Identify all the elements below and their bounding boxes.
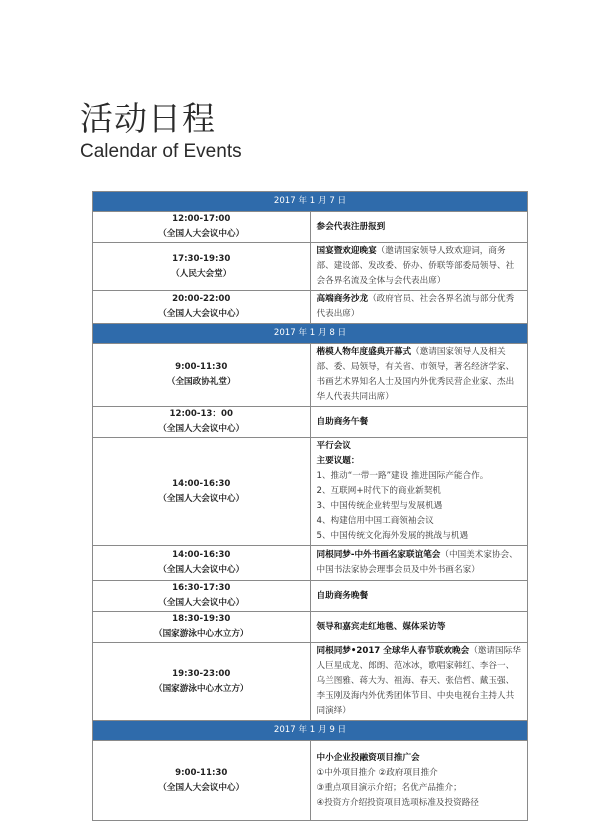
event-title: 同根同梦•2017 全球华人春节联欢晚会	[316, 646, 470, 656]
event-detail: （邀请国际华人巨星成龙、郎朗、范冰冰，歌唱家韩红、李谷一、乌兰图雅、蒋大为、祖海、春天、张信哲、戴玉强、李玉刚及海内外优秀团体节目、中央电视台主持人共同演绎）	[316, 646, 521, 716]
date-row	[93, 192, 528, 212]
list-item: ①中外项目推介 ②政府项目推介	[316, 767, 438, 778]
list-item: 5、中国传统文化海外发展的挑战与机遇	[316, 531, 469, 541]
table-row	[93, 344, 528, 407]
event-title: 自助商务晚餐	[316, 590, 369, 601]
date-header: 2017 年 1 月 9 日	[93, 721, 528, 741]
date-header: 2017 年 1 月 8 日	[93, 324, 528, 344]
event-title: 中小企业投融资项目推广会	[316, 752, 420, 763]
date-row	[93, 721, 528, 741]
date-header: 2017 年 1 月 7 日	[93, 192, 528, 212]
event-cell	[310, 438, 528, 546]
event-detail: （中国美术家协会、中国书法家协会理事会员及中外书画名家）	[316, 550, 518, 575]
table-row	[93, 612, 528, 643]
event-cell	[310, 291, 528, 324]
event-title: 同根同梦-中外书画名家联谊笔会	[316, 550, 441, 560]
event-detail: （政府官员、社会各界名流与部分优秀代表出席）	[316, 294, 515, 319]
table-row	[93, 243, 528, 291]
event-title: 自助商务午餐	[316, 416, 369, 427]
list-item: 4、构建信用中国工商领袖会议	[316, 516, 434, 526]
event-title: 领导和嘉宾走红地毯、媒体采访等	[316, 621, 446, 632]
event-cell	[310, 212, 528, 243]
schedule-table	[92, 191, 528, 821]
event-subtitle: 主要议题：	[316, 456, 360, 466]
date-row	[93, 324, 528, 344]
page-title: 活动日程	[80, 99, 216, 138]
event-title: 参会代表注册报到	[316, 221, 386, 232]
event-title: 高端商务沙龙	[316, 294, 369, 304]
time-cell: 9:00-11:30 （全国政协礼堂）	[93, 344, 311, 407]
event-cell	[310, 581, 528, 612]
time-cell: 12:00-13：00 （全国人大会议中心）	[93, 407, 311, 438]
table-row	[93, 407, 528, 438]
table-row	[93, 546, 528, 581]
time-cell: 12:00-17:00 （全国人大会议中心）	[93, 212, 311, 243]
list-item: ③重点项目演示介绍；名优产品推介；	[316, 782, 462, 793]
time-cell: 20:00-22:00 （全国人大会议中心）	[93, 291, 311, 324]
event-cell	[310, 741, 528, 821]
event-detail: （邀请国家领导人致欢迎词，商务部、建设部、发改委、侨办、侨联等部委局领导、社会各界名流及全体与会代表出席）	[316, 246, 515, 286]
page-subtitle: Calendar of Events	[80, 141, 242, 162]
event-cell	[310, 643, 528, 721]
table-row	[93, 741, 528, 821]
time-cell: 17:30-19:30 （人民大会堂）	[93, 243, 311, 291]
table-row	[93, 643, 528, 721]
time-cell: 14:00-16:30 （全国人大会议中心）	[93, 546, 311, 581]
event-cell	[310, 546, 528, 581]
event-title: 平行会议	[316, 441, 351, 451]
event-cell	[310, 612, 528, 643]
table-row	[93, 291, 528, 324]
time-cell: 9:00-11:30 （全国人大会议中心）	[93, 741, 311, 821]
list-item: 2、互联网+时代下的商业新契机	[316, 486, 441, 496]
event-cell	[310, 407, 528, 438]
time-cell: 18:30-19:30 （国家游泳中心水立方）	[93, 612, 311, 643]
time-cell: 16:30-17:30 （全国人大会议中心）	[93, 581, 311, 612]
event-cell	[310, 243, 528, 291]
time-cell: 14:00-16:30 （全国人大会议中心）	[93, 438, 311, 546]
table-row	[93, 212, 528, 243]
table-row	[93, 581, 528, 612]
event-title: 国宴暨欢迎晚宴	[316, 246, 377, 256]
list-item: ④投资方介绍投资项目选项标准及投资路径	[316, 797, 479, 808]
event-title: 楷模人物年度盛典开幕式	[316, 347, 412, 357]
event-cell	[310, 344, 528, 407]
list-item: 3、中国传统企业转型与发展机遇	[316, 501, 443, 511]
table-row	[93, 438, 528, 546]
list-item: 1、推动“一带一路”建设 推进国际产能合作。	[316, 471, 489, 481]
event-detail: （邀请国家领导人及相关部、委、局领导，有关省、市领导，著名经济学家、书画艺术界知名人士及国内外优秀民营企业家、杰出华人代表共同出席）	[316, 347, 515, 402]
time-cell: 19:30-23:00 （国家游泳中心水立方）	[93, 643, 311, 721]
